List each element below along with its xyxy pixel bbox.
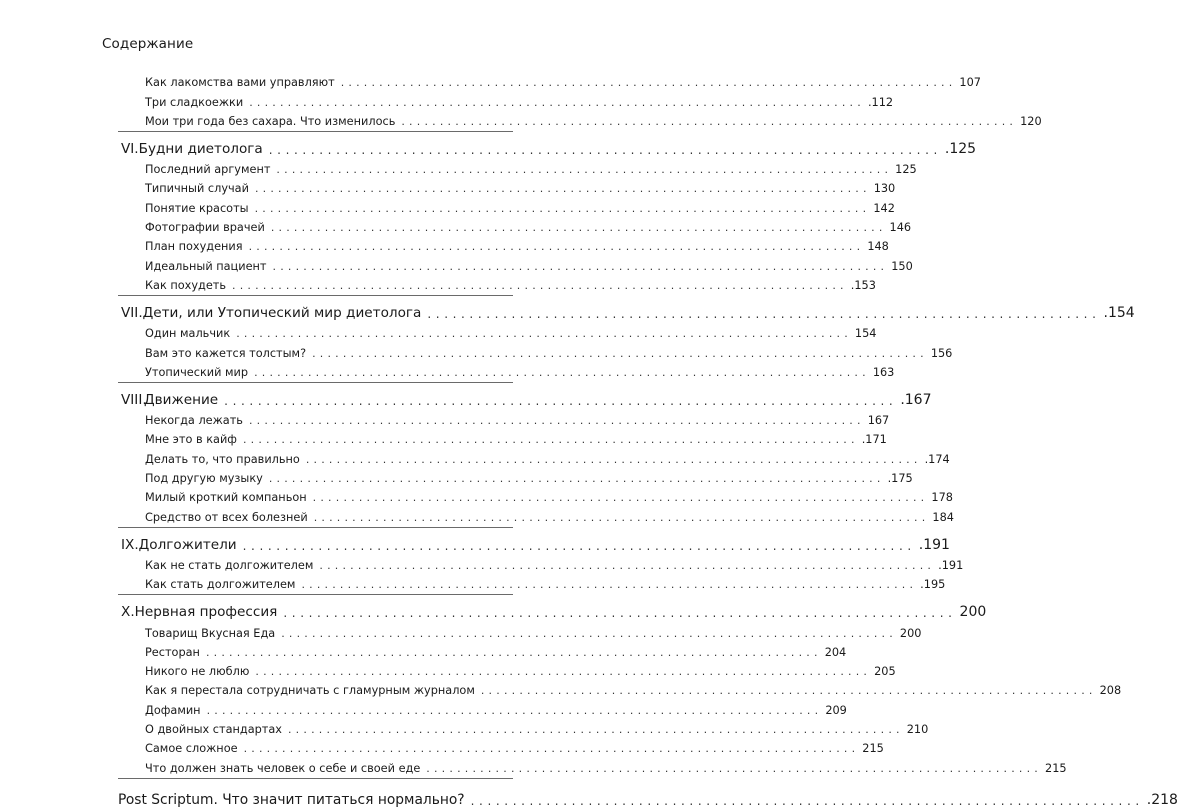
toc-entry[interactable] [118, 736, 884, 756]
toc-entry-page: 148 [867, 240, 889, 254]
chapter-number: IX. [121, 536, 139, 553]
toc-chapter[interactable] [118, 596, 987, 621]
toc-entry-title: Товарищ Вкусная Еда [145, 626, 276, 640]
postscript-title: Post Scriptum. Что значит питаться нормально? [118, 791, 465, 808]
dot-leader: ................................................................................ [224, 393, 898, 408]
toc-entry[interactable] [118, 755, 1067, 775]
toc-entry-title: Никого не люблю [145, 665, 250, 679]
dot-leader: ................................................................................ [276, 163, 893, 177]
chapter-number: VII. [121, 304, 143, 321]
toc-entry-page: 209 [825, 703, 847, 717]
toc-entry-title: Типичный случай [145, 182, 249, 196]
toc-entry-page: 215 [1045, 761, 1067, 775]
dot-leader: ................................................................................ [242, 433, 859, 447]
dot-leader: ................................................................................ [312, 346, 928, 360]
toc-entry-title: Как похудеть [145, 278, 227, 292]
dot-leader: ................................................................................ [232, 278, 848, 292]
dot-leader: ................................................................................ [236, 327, 852, 341]
toc-entry[interactable] [118, 253, 913, 273]
toc-entry-page: 204 [824, 645, 847, 659]
dot-leader: ................................................................................ [206, 703, 823, 717]
toc-entry-page: .153 [850, 278, 876, 292]
chapter-title: Дети, или Утопический мир диетолога [142, 304, 422, 321]
dot-leader: ................................................................................ [305, 452, 922, 466]
toc-entry-title: Один мальчик [145, 327, 231, 341]
dot-leader: ................................................................................ [254, 182, 871, 196]
toc-entry[interactable] [118, 273, 876, 292]
chapter-divider [118, 527, 513, 528]
toc-entry-page: 125 [895, 163, 917, 177]
toc-entry-title: Три сладкоежки [145, 95, 244, 109]
toc-entry-page: 156 [930, 346, 953, 360]
chapter-page: 200 [959, 604, 987, 621]
toc-entry[interactable] [118, 553, 964, 572]
toc-entry[interactable] [118, 572, 946, 592]
chapter-title: Нервная профессия [134, 604, 278, 621]
toc-entry[interactable] [118, 466, 913, 486]
toc-entry[interactable] [118, 717, 929, 737]
toc-entry-page: .112 [867, 95, 894, 109]
toc-entry-title: Дофамин [145, 703, 201, 717]
dot-leader: ................................................................................ [205, 645, 822, 659]
toc-entry-title: Некогда лежать [145, 414, 243, 428]
dot-leader: ................................................................................ [470, 793, 1144, 808]
toc-entry-title: Утопический мир [145, 365, 249, 379]
chapter-title: Долгожители [138, 536, 237, 553]
toc-chapter[interactable] [118, 384, 932, 408]
dot-leader: ................................................................................ [312, 491, 929, 505]
toc-entry-page: 184 [932, 510, 954, 524]
toc-entry[interactable] [118, 176, 896, 196]
dot-leader: ................................................................................ [319, 558, 936, 572]
toc-entry-title: Последний аргумент [145, 163, 271, 177]
chapter-divider [118, 382, 513, 383]
chapter-page: .167 [900, 391, 932, 408]
table-of-contents [118, 70, 1178, 808]
toc-chapter[interactable] [118, 529, 950, 553]
toc-entry-page: 215 [862, 742, 884, 756]
dot-leader: ................................................................................ [272, 259, 889, 273]
toc-entry-page: 178 [931, 491, 953, 505]
toc-entry-page: 120 [1020, 114, 1042, 128]
dot-leader: ................................................................................ [281, 626, 897, 640]
dot-leader: ................................................................................ [243, 742, 860, 756]
toc-entry[interactable] [118, 640, 847, 659]
dot-leader: ................................................................................ [427, 306, 1101, 321]
chapter-divider [118, 295, 513, 296]
toc-entry-page: 146 [889, 221, 912, 235]
toc-entry[interactable] [118, 659, 896, 679]
toc-entry-title: Самое сложное [145, 742, 238, 756]
toc-entry[interactable] [118, 427, 887, 447]
dot-leader: ................................................................................ [249, 95, 865, 109]
dot-leader: ................................................................................ [401, 114, 1018, 128]
toc-entry-title: О двойных стандартах [145, 723, 282, 737]
toc-entry-title: Как лакомства вами управляют [145, 76, 335, 90]
chapter-divider [118, 131, 513, 132]
toc-entry[interactable] [118, 195, 895, 215]
dot-leader: ................................................................................ [268, 142, 942, 157]
toc-entry-title: Мои три года без сахара. Что изменилось [145, 114, 396, 128]
toc-entry-page: 163 [872, 365, 895, 379]
toc-entry-page: 130 [873, 182, 896, 196]
toc-entry-page: 208 [1099, 684, 1122, 698]
toc-entry[interactable] [118, 340, 953, 360]
toc-entry-page: 107 [959, 76, 981, 90]
toc-entry[interactable] [118, 620, 922, 640]
toc-entry-page: .175 [887, 472, 913, 486]
toc-entry-page: 142 [873, 201, 895, 215]
toc-entry-page: 210 [906, 723, 929, 737]
toc-entry-page: 167 [867, 414, 890, 428]
toc-entry-page: 205 [874, 665, 896, 679]
toc-entry-page: .171 [861, 433, 887, 447]
dot-leader: ................................................................................ [242, 538, 916, 553]
dot-leader: ................................................................................ [480, 684, 1097, 698]
toc-chapter[interactable] [118, 297, 1135, 321]
dot-leader: ................................................................................ [313, 510, 930, 524]
toc-chapter[interactable] [118, 133, 977, 157]
toc-entry[interactable] [118, 485, 953, 505]
toc-entry-page: 154 [854, 327, 877, 341]
toc-entry-title: Делать то, что правильно [145, 452, 300, 466]
toc-entry-title: Как не стать долгожителем [145, 558, 314, 572]
dot-leader: ................................................................................ [248, 240, 865, 254]
postscript-page: .218 [1146, 791, 1178, 808]
toc-entry-page: .191 [938, 558, 964, 572]
toc-entry-title: Вам это кажется толстым? [145, 346, 307, 360]
toc-entry-title: Идеальный пациент [145, 259, 267, 273]
dot-leader: ................................................................................ [254, 365, 870, 379]
toc-entry-page: .174 [924, 452, 950, 466]
toc-entry-title: Фотографии врачей [145, 221, 265, 235]
toc-entry[interactable] [118, 234, 889, 254]
chapter-page: .125 [944, 140, 977, 157]
toc-entry-title: Под другую музыку [145, 472, 263, 486]
toc-entry[interactable] [118, 70, 981, 90]
toc-entry-title: Что должен знать человек о себе и своей еде [145, 761, 421, 775]
toc-entry[interactable] [118, 157, 917, 177]
dot-leader: ................................................................................ [268, 472, 885, 486]
dot-leader: ................................................................................ [254, 201, 871, 215]
chapter-divider [118, 594, 513, 595]
chapter-page: .191 [918, 536, 950, 553]
toc-entry[interactable] [118, 321, 877, 341]
dot-leader: ................................................................................ [340, 76, 957, 90]
dot-leader: ................................................................................ [270, 221, 887, 235]
chapter-page: .154 [1103, 304, 1135, 321]
dot-leader: ................................................................................ [255, 665, 872, 679]
toc-entry[interactable] [118, 697, 847, 717]
toc-entry-page: 200 [899, 626, 922, 640]
toc-entry[interactable] [118, 360, 895, 379]
chapter-title: Будни диетолога [138, 140, 263, 157]
chapter-number: VIII. [121, 391, 147, 408]
chapter-title: Движение [144, 391, 219, 408]
toc-entry-page: 150 [891, 259, 913, 273]
toc-entry-title: Ресторан [145, 645, 200, 659]
chapter-number: VI. [121, 140, 139, 157]
toc-entry-title: План похудения [145, 240, 243, 254]
toc-entry-title: Как стать долгожителем [145, 578, 296, 592]
toc-entry[interactable] [118, 678, 1122, 698]
toc-entry[interactable] [118, 215, 912, 235]
running-title: Содержание [102, 36, 194, 52]
dot-leader: ................................................................................ [287, 723, 904, 737]
toc-entry-title: Милый кроткий компаньон [145, 491, 307, 505]
toc-entry-page: .195 [920, 578, 946, 592]
toc-entry[interactable] [118, 408, 890, 428]
toc-entry-title: Средство от всех болезней [145, 510, 308, 524]
toc-entry-title: Понятие красоты [145, 201, 249, 215]
dot-leader: ................................................................................ [301, 578, 918, 592]
chapter-divider [118, 778, 513, 779]
toc-entry-title: Мне это в кайф [145, 433, 237, 447]
toc-entry[interactable] [118, 109, 1042, 128]
toc-entry[interactable] [118, 504, 954, 524]
toc-entry-title: Как я перестала сотрудничать с гламурным журналом [145, 684, 475, 698]
dot-leader: ................................................................................ [283, 606, 957, 621]
chapter-number: X. [121, 604, 135, 621]
toc-entry[interactable] [118, 89, 894, 109]
dot-leader: ................................................................................ [426, 761, 1043, 775]
toc-entry[interactable] [118, 446, 950, 466]
toc-postscript[interactable] [118, 780, 1178, 808]
dot-leader: ................................................................................ [248, 414, 865, 428]
